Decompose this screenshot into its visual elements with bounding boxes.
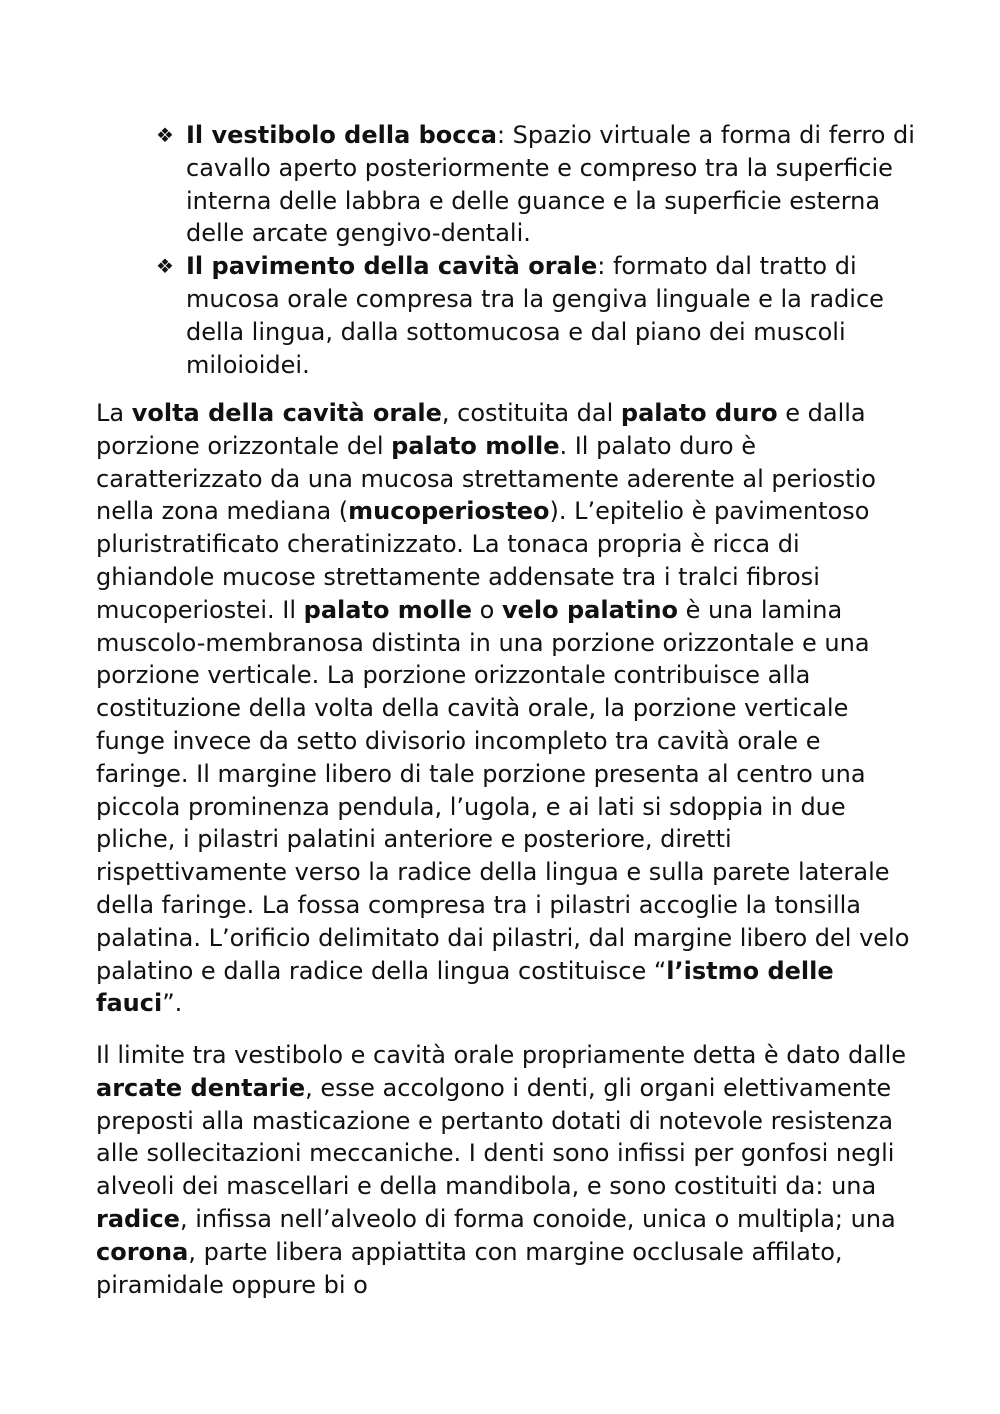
diamond-bullet-icon: ❖ (156, 254, 174, 279)
bold-term: corona (96, 1237, 189, 1266)
paragraph-volta-cavita-orale (96, 397, 916, 1020)
bullet-item-pavimento (156, 250, 916, 381)
diamond-bullet-icon: ❖ (156, 123, 174, 147)
bold-term: l’istmo delle fauci (96, 956, 834, 1018)
bold-term: velo palatino (501, 595, 679, 624)
bold-term: volta della cavità orale (131, 399, 442, 427)
bold-term: palato molle (303, 595, 473, 624)
bold-term: mucoperiosteo (348, 497, 550, 526)
text-run: , parte libera appiattita con margine occlusale affilato, piramidale oppure bi o (96, 1237, 843, 1299)
text-run: ). L’epitelio è pavimentoso pluristratificato cheratinizzato. La tonaca propria è ricca di ghiandole mucose strettamente addensate tra i tralci fibrosi mucoperiostei. Il (96, 497, 870, 624)
bullet-list (156, 119, 916, 381)
bold-term: palato duro (620, 399, 778, 427)
text-run: Il limite tra vestibolo e cavità orale propriamente detta è dato dalle (96, 1041, 907, 1069)
text-run: , costituita dal (441, 399, 621, 427)
text-run: e dalla porzione orizzontale del (96, 399, 866, 460)
bold-term: palato molle (391, 431, 560, 460)
bullet-text: : formato dal tratto di mucosa orale compresa tra la gengiva linguale e la radice della lingua, dalla sottomucosa e dal piano dei muscoli miloioidei. (186, 252, 884, 379)
bullet-item-vestibolo (156, 119, 916, 250)
text-run: La (96, 399, 132, 427)
text-run: . Il palato duro è caratterizzato da una mucosa strettamente aderente al periostio nella zona mediana ( (96, 431, 876, 526)
bullet-text: : Spazio virtuale a forma di ferro di cavallo aperto posteriormente e compreso tra la superficie interna delle labbra e delle guance e la superficie esterna delle arcate gengivo-dentali. (186, 121, 915, 248)
paragraph-arcate-dentarie (96, 1039, 916, 1301)
text-run: è una lamina muscolo-membranosa distinta in una porzione orizzontale e una porzione verticale. La porzione orizzontale contribuisce alla costituzione della volta della cavità orale, la porzione verticale funge invece da setto divisorio incompleto tra cavità orale e faringe. Il margine libero di tale porzione presenta al centro una piccola prominenza pendula, l’ugola, e ai lati si sdoppia in due pliche, i pilastri palatini anteriore e posteriore, diretti rispettivamente verso la radice della lingua e sulla parete laterale della faringe. La fossa compresa tra i pilastri accoglie la tonsilla palatina. L’orificio delimitato dai pilastri, dal margine libero del velo palatino e dalla radice della lingua costituisce “ (96, 595, 910, 985)
text-run: ”. (162, 989, 183, 1018)
text-run: , esse accolgono i denti, gli organi elettivamente preposti alla masticazione e pertanto dotati di notevole resistenza alle sollecitazioni meccaniche. I denti sono infissi per gonfosi negli alveoli dei mascellari e della mandibola, e sono costituiti da: una (96, 1073, 895, 1201)
text-run: , infissa nell’alveolo di forma conoide, unica o multipla; una (179, 1204, 896, 1233)
bold-term: radice (96, 1204, 180, 1233)
bullet-term: Il pavimento della cavità orale (186, 252, 598, 281)
bullet-term: Il vestibolo della bocca (186, 121, 497, 149)
text-run: o (472, 595, 502, 624)
bold-term: arcate dentarie (96, 1073, 306, 1102)
